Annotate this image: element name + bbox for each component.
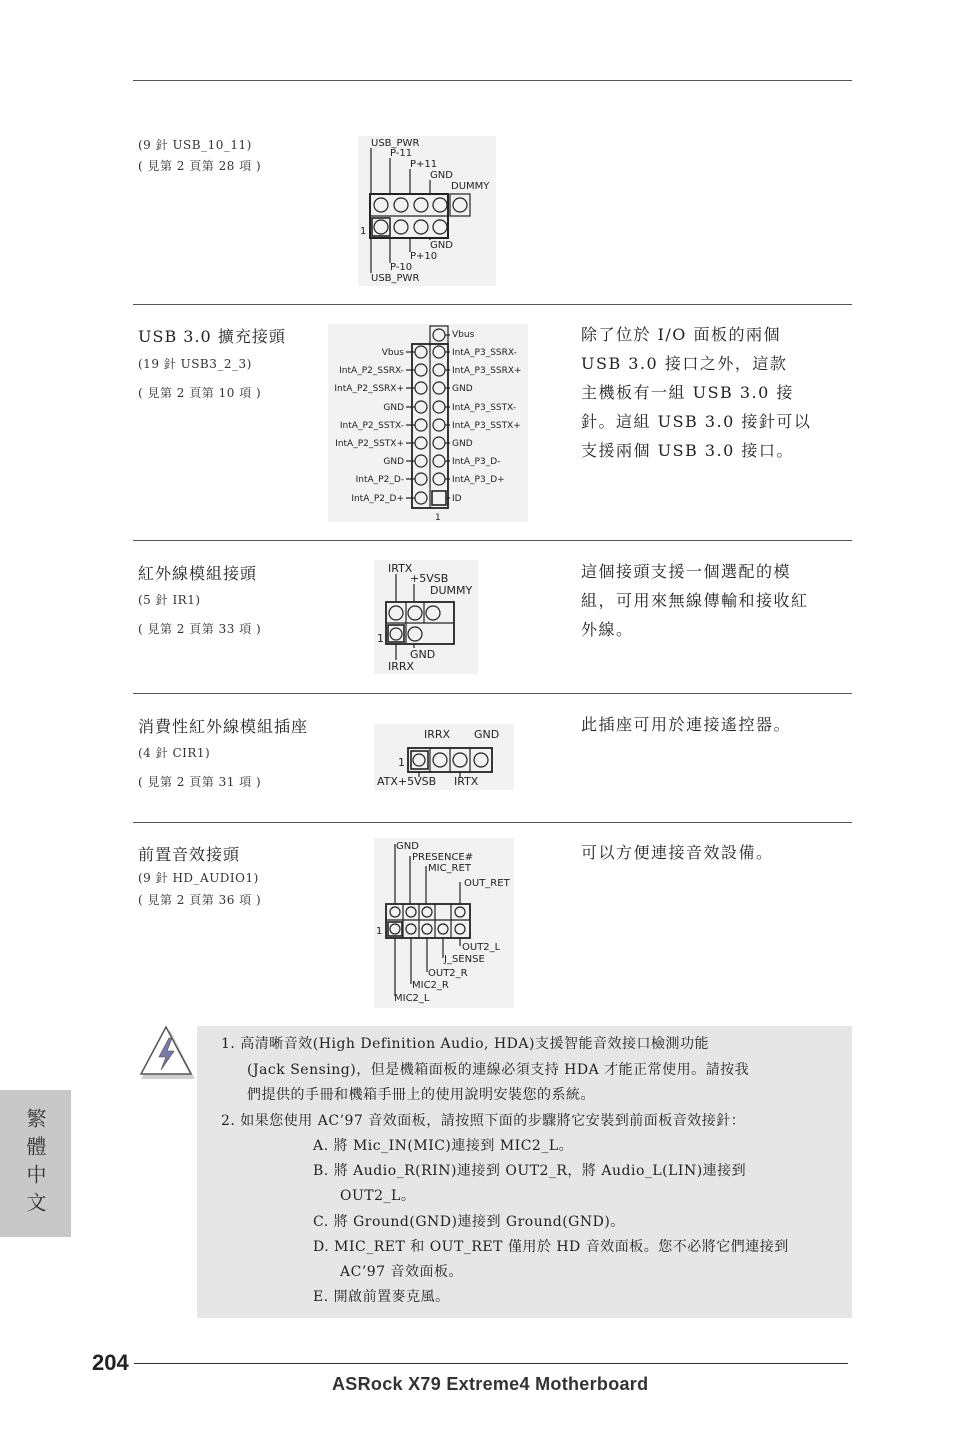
audio-label-presence: PRESENCE#: [412, 852, 474, 863]
audio-description: [581, 838, 841, 867]
usb3-desc-line: 除了位於 I/O 面板的兩個: [581, 325, 782, 344]
usb3-right-label: ID: [452, 494, 462, 504]
footer-rule: [134, 1363, 848, 1364]
cir-header-diagram: [374, 724, 514, 790]
cir-label-atx5vsb: ATX+5VSB: [377, 775, 437, 788]
language-side-tab-label: 繁體中文: [23, 1107, 47, 1220]
usb3-desc-line: 主機板有一組 USB 3.0 接: [581, 383, 794, 402]
ir-pin-count: (5 針 IR1): [138, 593, 201, 607]
usb3-right-label: IntA_P3_SSTX-: [452, 403, 517, 413]
usb3-pin1-label: 1: [435, 513, 441, 522]
audio-label-out2-r: OUT2_R: [428, 968, 468, 979]
usb3-left-label: Vbus: [381, 348, 404, 358]
page-number: 204: [92, 1350, 129, 1375]
usb3-right-label: IntA_P3_D-: [452, 457, 501, 467]
usb3-desc-line: USB 3.0 接口之外，這款: [581, 354, 788, 373]
usb2-label-dummy: DUMMY: [451, 181, 490, 192]
cir-label-irtx: IRTX: [454, 775, 479, 788]
ir-title: 紅外線模組接頭: [138, 564, 258, 583]
footer-title: ASRock X79 Extreme4 Motherboard: [332, 1374, 649, 1394]
note-line: OUT2_L。: [340, 1188, 416, 1204]
ir-label-5vsb: +5VSB: [410, 572, 449, 585]
usb2-label-usbpwr-top: USB_PWR: [371, 138, 420, 149]
audio-title: 前置音效接頭: [138, 845, 241, 864]
note-line: 2. 如果您使用 AC’97 音效面板，請按照下面的步驟將它安裝到前面板音效接針：: [221, 1113, 746, 1129]
usb3-title: USB 3.0 擴充接頭: [138, 327, 286, 346]
warning-triangle-icon: [136, 1024, 196, 1082]
usb3-description: [581, 320, 836, 465]
usb3-desc-line: 針。這組 USB 3.0 接針可以: [581, 412, 812, 431]
audio-label-out-ret: OUT_RET: [464, 878, 510, 889]
usb3-right-label: IntA_P3_SSRX-: [452, 348, 517, 358]
usb3-right-label: Vbus: [452, 330, 475, 340]
usb2-label-pin1: 1: [360, 226, 367, 237]
ir-label-dummy: DUMMY: [430, 584, 473, 597]
audio-label-gnd: GND: [396, 841, 419, 852]
note-line: (Jack Sensing)，但是機箱面板的連線必須支持 HDA 才能正常使用。請按我: [247, 1062, 750, 1078]
usb3-left-label: IntA_P2_D+: [351, 494, 404, 504]
divider-2: [133, 540, 852, 541]
usb2-label-gnd-bot: GND: [430, 240, 453, 251]
divider-1: [133, 304, 852, 305]
note-box: [197, 1026, 852, 1318]
usb3-left-label: IntA_P2_SSRX-: [339, 366, 404, 376]
audio-label-out2-l: OUT2_L: [462, 942, 501, 953]
ir-label-irtx: IRTX: [388, 562, 413, 575]
cir-desc-line: 此插座可用於連接遙控器。: [581, 715, 792, 734]
note-line: 1. 高清晰音效(High Definition Audio, HDA)支援智能音效接口檢測功能: [221, 1036, 709, 1052]
divider-4: [133, 822, 852, 823]
ir-header-diagram: [374, 560, 478, 674]
usb3-left-label: IntA_P2_SSRX+: [334, 384, 404, 394]
audio-label-mic-ret: MIC_RET: [428, 863, 471, 874]
divider-3: [133, 693, 852, 694]
note-line: A. 將 Mic_IN(MIC)連接到 MIC2_L。: [313, 1138, 574, 1154]
cir-page-ref: ( 見第 2 頁第 31 項 ): [138, 775, 262, 789]
usb2-label-p10: P-10: [390, 262, 413, 273]
language-side-tab: [0, 1090, 71, 1237]
cir-pin-count: (4 針 CIR1): [138, 746, 211, 760]
audio-desc-line: 可以方便連接音效設備。: [581, 843, 774, 862]
cir-title: 消費性紅外線模組插座: [138, 717, 309, 736]
usb2-page-ref: ( 見第 2 頁第 28 項 ): [138, 159, 262, 173]
usb3-right-label: IntA_P3_SSRX+: [452, 366, 522, 376]
usb2-label-gnd-top: GND: [430, 170, 453, 181]
ir-description: [581, 557, 841, 644]
usb3-right-label: GND: [452, 384, 473, 394]
usb3-left-label: IntA_P2_SSTX-: [339, 421, 404, 431]
ir-label-gnd: GND: [410, 648, 436, 661]
note-line: D. MIC_RET 和 OUT_RET 僅用於 HD 音效面板。您不必將它們連接到: [313, 1239, 789, 1255]
ir-desc-line: 組，可用來無線傳輸和接收紅: [581, 591, 809, 610]
usb2-header-diagram: [358, 136, 496, 286]
ir-label-pin1: 1: [377, 632, 384, 645]
usb2-label-p11: P-11: [390, 148, 413, 159]
note-line: AC’97 音效面板。: [340, 1264, 464, 1280]
audio-page-ref: ( 見第 2 頁第 36 項 ): [138, 893, 262, 907]
note-line: 們提供的手冊和機箱手冊上的使用說明安裝您的系統。: [247, 1087, 595, 1103]
usb2-pin-count: (9 針 USB_10_11): [138, 138, 252, 152]
usb2-label-p11p: P+11: [410, 159, 438, 170]
ir-desc-line: 這個接頭支援一個選配的模: [581, 562, 792, 581]
audio-pin-count: (9 針 HD_AUDIO1): [138, 871, 259, 885]
ir-page-ref: ( 見第 2 頁第 33 項 ): [138, 622, 262, 636]
usb3-left-label: GND: [383, 403, 404, 413]
note-line: B. 將 Audio_R(RIN)連接到 OUT2_R，將 Audio_L(LIN)連接到: [313, 1163, 747, 1179]
usb3-desc-line: 支援兩個 USB 3.0 接口。: [581, 441, 794, 460]
usb2-label-usbpwr-bot: USB_PWR: [371, 273, 420, 284]
audio-header-diagram: [374, 838, 514, 1008]
cir-description: [581, 710, 841, 739]
note-line: E. 開啟前置麥克風。: [313, 1289, 450, 1305]
top-rule: [133, 80, 852, 81]
cir-label-gnd: GND: [474, 728, 500, 741]
audio-label-mic2-l: MIC2_L: [394, 993, 430, 1004]
audio-label-pin1: 1: [376, 926, 383, 937]
audio-label-j-sense: J_SENSE: [444, 954, 485, 965]
audio-label-mic2-r: MIC2_R: [412, 980, 449, 991]
ir-desc-line: 外線。: [581, 620, 634, 639]
usb3-right-label: GND: [452, 439, 473, 449]
usb3-header-diagram: [328, 324, 528, 522]
usb3-left-label: GND: [383, 457, 404, 467]
note-line: C. 將 Ground(GND)連接到 Ground(GND)。: [313, 1214, 625, 1230]
cir-label-irrx: IRRX: [424, 728, 451, 741]
cir-label-pin1: 1: [398, 756, 405, 769]
usb2-label-p10p: P+10: [410, 251, 438, 262]
usb3-page-ref: ( 見第 2 頁第 10 項 ): [138, 386, 262, 400]
usb3-left-label: IntA_P2_D-: [355, 475, 404, 485]
usb3-left-label: IntA_P2_SSTX+: [335, 439, 404, 449]
usb3-right-label: IntA_P3_D+: [452, 475, 505, 485]
ir-label-irrx: IRRX: [388, 660, 415, 673]
usb3-pin-count: (19 針 USB3_2_3): [138, 357, 252, 371]
usb3-right-label: IntA_P3_SSTX+: [452, 421, 521, 431]
